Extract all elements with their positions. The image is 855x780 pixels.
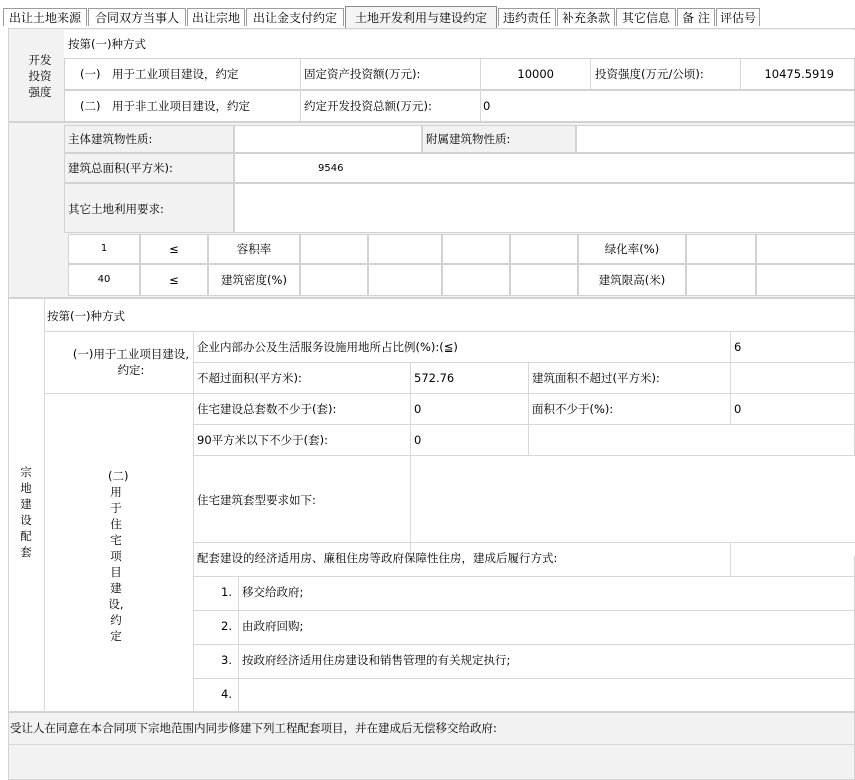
aux-nature-input[interactable] [576, 125, 855, 153]
tab-supplementary[interactable]: 补充条款 [557, 8, 615, 26]
tab-remarks[interactable]: 备 注 [677, 8, 715, 26]
far-op2-cell[interactable] [300, 234, 368, 264]
res-units-value[interactable]: 0 [414, 402, 422, 416]
option-2-text[interactable]: 由政府回购; [242, 619, 304, 633]
small-units-label: 90平方米以下不少于(套): [197, 433, 328, 447]
height-max-input[interactable] [756, 264, 855, 296]
total-investment-label: 约定开发投资总额(万元): [304, 99, 432, 113]
tab-contract-parties[interactable]: 合同双方当事人 [88, 8, 186, 26]
office-ratio-label: 企业内部办公及生活服务设施用地所占比例(%):(≦) [197, 340, 458, 354]
res-units-label: 住宅建设总套数不少于(套): [197, 402, 337, 416]
small-units-value[interactable]: 0 [414, 433, 422, 447]
tab-land-source[interactable]: 出让土地来源 [3, 8, 87, 26]
tab-transfer-parcel[interactable]: 出让宗地 [187, 8, 245, 26]
tab-land-development[interactable]: 土地开发利用与建设约定 [345, 6, 497, 28]
height-label: 建筑限高(米) [598, 273, 666, 287]
green-min-input[interactable] [442, 234, 510, 264]
green-max-input[interactable] [756, 234, 855, 264]
investment-method: 按第(一)种方式 [68, 37, 146, 51]
building-area-value[interactable]: 9546 [318, 163, 344, 174]
option-3-number: 3. [221, 653, 232, 667]
main-nature-input[interactable] [234, 125, 422, 153]
density-op: ≤ [169, 273, 179, 287]
area-min-ratio-label: 面积不少于(%): [532, 402, 614, 416]
option-4-number: 4. [221, 687, 232, 701]
option-2-number: 2. [221, 619, 232, 633]
height-op-cell[interactable] [510, 264, 578, 296]
max-area-label: 不超过面积(平方米): [197, 371, 302, 385]
opt1-label: 用于工业项目建设，约定 [112, 67, 239, 81]
form-area [0, 28, 855, 780]
far-op: ≤ [169, 242, 179, 256]
density-label: 建筑密度(%) [221, 273, 287, 287]
intensity-value[interactable]: 10475.5919 [764, 67, 834, 81]
opt2-label: 用于非工业项目建设，约定 [112, 99, 250, 113]
height-min-input[interactable] [442, 264, 510, 296]
residential-label: (二)用于住宅项目建设,约定 [108, 469, 129, 643]
industrial-label: (一)用于工业项目建设,约定: [72, 347, 190, 377]
aux-nature-label: 附属建筑物性质: [426, 132, 511, 146]
green-op-cell[interactable] [510, 234, 578, 264]
tab-appraisal-no[interactable]: 评估号 [716, 8, 760, 26]
build-area-max-label: 建筑面积不超过(平方米): [532, 371, 660, 385]
supporting-method: 按第(一)种方式 [47, 309, 125, 323]
fixed-asset-value[interactable]: 10000 [517, 67, 554, 81]
tab-breach[interactable]: 违约责任 [498, 8, 556, 26]
office-ratio-value[interactable]: 6 [734, 340, 742, 354]
option-1-number: 1. [221, 585, 232, 599]
density-min-value: 40 [97, 274, 111, 285]
main-nature-label: 主体建筑物性质: [68, 132, 153, 146]
supporting-title: 宗地建设配套 [20, 465, 32, 559]
height-op2-cell[interactable] [686, 264, 756, 296]
tab-payment-agreement[interactable]: 出让金支付约定 [246, 8, 344, 26]
investment-method-row [64, 30, 855, 58]
investment-title: 开发投资强度 [28, 53, 52, 99]
transfer-label: 受让人在同意在本合同项下宗地范围内同步修建下列工程配套项目，并在建成后无偿移交给政府: [10, 721, 497, 735]
opt2-number: (二) [80, 99, 101, 113]
max-area-value[interactable]: 572.76 [414, 371, 455, 385]
option-3-text[interactable]: 按政府经济适用住房建设和销售管理的有关规定执行; [242, 653, 511, 667]
density-max-input[interactable] [368, 264, 442, 296]
tab-bar [0, 0, 855, 29]
far-label: 容积率 [236, 242, 272, 256]
intensity-label: 投资强度(万元/公顷): [595, 67, 704, 81]
total-investment-value[interactable]: 0 [483, 99, 491, 113]
affordable-label: 配套建设的经济适用房、廉租住房等政府保障性住房，建成后履行方式: [197, 551, 558, 565]
other-req-label: 其它土地利用要求: [68, 202, 164, 216]
unit-type-input[interactable] [411, 456, 855, 556]
other-req-input[interactable] [234, 183, 855, 233]
building-area-label: 建筑总面积(平方米): [68, 161, 173, 175]
far-max-input[interactable] [368, 234, 442, 264]
fixed-asset-label: 固定资产投资额(万元): [304, 67, 421, 81]
unit-type-label: 住宅建筑套型要求如下: [197, 493, 316, 507]
far-min-value: 1 [100, 243, 108, 254]
option-1-text[interactable]: 移交给政府; [242, 585, 304, 599]
area-min-ratio-value[interactable]: 0 [734, 402, 742, 416]
density-op2-cell[interactable] [300, 264, 368, 296]
opt1-number: (一) [80, 67, 101, 81]
green-label: 绿化率(%) [604, 242, 660, 256]
tab-other-info[interactable]: 其它信息 [616, 8, 676, 26]
green-op2-cell[interactable] [686, 234, 756, 264]
